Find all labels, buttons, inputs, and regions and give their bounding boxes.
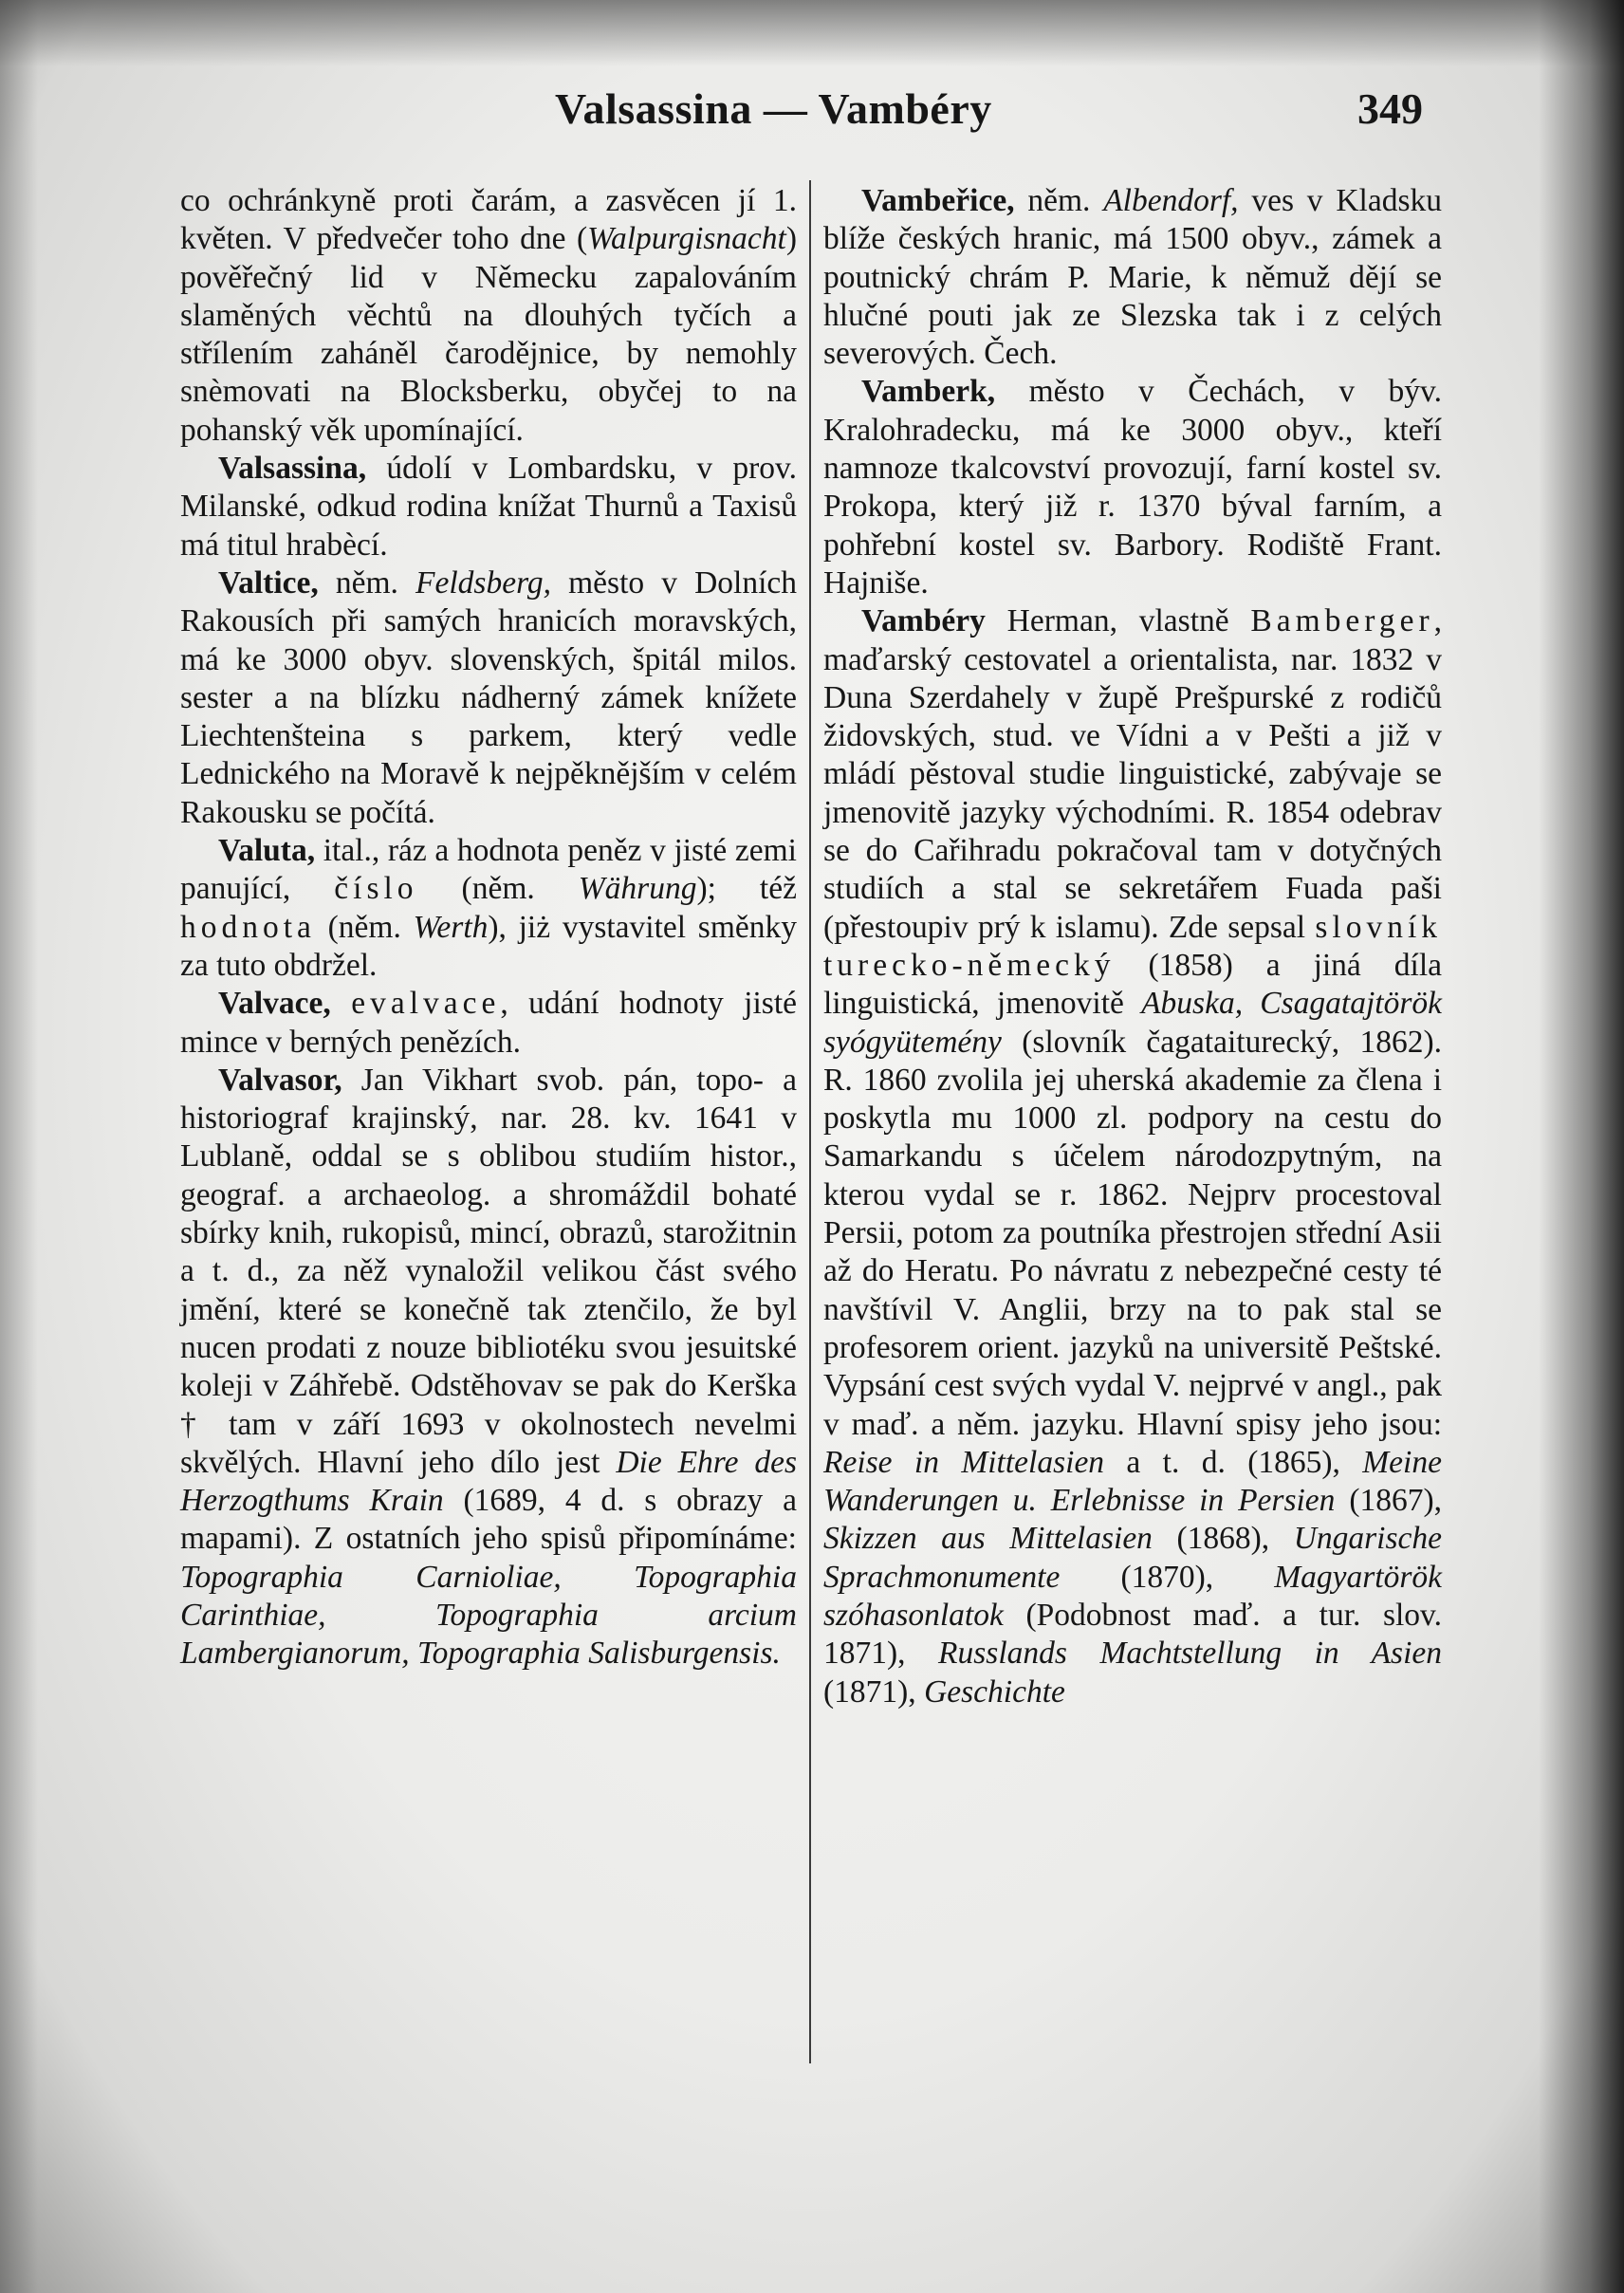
entry-text: (Podobnost maď. a tur. slov. 1871),	[823, 1597, 1442, 1672]
entry-text: město v Čechách, v býv. Kralohradecku, má ke 3000 obyv., kteří namnoze tkalcovství provozují, farní kostel sv. Prokopa, který již r. 1370 býval farním, a pohřební kostel sv. Barbory. Rodiště Frant. Hajniše.	[823, 374, 1442, 601]
entry-text: (1858) a jiná díla linguistická, jmenovitě	[823, 947, 1442, 1022]
entry-text	[331, 986, 351, 1021]
entry-spaced: Bamberger	[1250, 603, 1434, 639]
entry-text: (1871),	[823, 1674, 925, 1710]
entry-italic: Währung	[578, 871, 697, 907]
entry-valtice	[180, 564, 797, 832]
entry-text: ); též	[696, 871, 797, 907]
entry-valsassina	[180, 450, 797, 564]
entry-italic: Skizzen aus Mittelasien	[823, 1521, 1153, 1557]
entry-headword: Valsassina,	[218, 451, 367, 487]
entry-spaced: číslo	[334, 871, 418, 907]
entry-italic: Ungarische Sprachmonumente	[823, 1521, 1442, 1595]
scan-shadow-left	[0, 0, 38, 2293]
entry-text: (1867),	[1335, 1483, 1443, 1519]
running-header	[180, 83, 1442, 150]
entry-italic: Abuska, Csagatajtörök syógyütemény	[823, 986, 1443, 1060]
entry-vamberk	[823, 373, 1442, 602]
entry-spaced: evalvace	[351, 986, 501, 1022]
entry-italic: Die Ehre des Herzogthums Krain	[180, 1444, 797, 1519]
page-number: 349	[1357, 84, 1423, 133]
entry-vamberice	[823, 182, 1442, 373]
entry-italic: Geschichte	[924, 1674, 1065, 1710]
entry-italic: Topographia Carnioliae, Topographia Carinthiae, Topographia arcium Lambergianorum, Topographia Salisburgensis.	[180, 1559, 797, 1672]
entry-text: , maďarský cestovatel a orientalista, nar. 1832 v Duna Szerdahely v župě Prešpurské z rodičů židovských, stud. ve Vídni a v Pešti a již v mládí pěstoval studie linguistické, zabývaje se jmenovitě jazyky východními. R. 1854 odebrav se do Cařihradu pokračoval tam v dotyčných studiích a stal se sekretářem Fuada paši (přestoupiv prý k islamu). Zde sepsal	[823, 603, 1442, 945]
entry-text: údolí v Lombardsku, v prov. Milanské, odkud rodina knížat Thurnů a Taxisů má titul hrabècí.	[180, 451, 797, 563]
entry-text: a t. d. (1865),	[1104, 1444, 1363, 1480]
entry-italic: Feldsberg,	[415, 564, 551, 601]
entry-continuation	[180, 182, 797, 450]
entry-italic: Werth	[413, 909, 489, 945]
running-title: Valsassina — Vambéry	[555, 84, 992, 133]
entry-text: (1689, 4 d. s obrazy a mapami). Z ostatních jeho spisů připomínáme:	[180, 1483, 797, 1557]
scan-shadow-right	[1539, 0, 1624, 2293]
entry-italic: Meine Wanderungen u. Erlebnisse in Persien	[823, 1444, 1442, 1519]
entry-text: město v Dolních Rakousích při samých hranicích moravských, má ke 3000 obyv. slovenských, špitál milos. sester a na blízku nádherný zámek knížete Liechtenšteina s parkem, který vedle Lednického na Moravě k nejpěknějším v celém Rakousku se počítá.	[180, 564, 797, 830]
entry-text: něm.	[318, 564, 416, 601]
entry-text: (1868),	[1152, 1521, 1294, 1557]
entry-text: , udání hodnoty jisté mince v berných penězích.	[180, 986, 798, 1060]
entry-vambery	[823, 602, 1442, 1711]
entry-italic: Russlands Machtstellung in Asien	[938, 1636, 1443, 1672]
entry-spaced: slovník turecko-německý	[823, 909, 1442, 983]
entry-text: (1870),	[1060, 1559, 1275, 1595]
entry-italic: Albendorf,	[1103, 183, 1239, 218]
entry-valuta	[180, 832, 797, 985]
entry-text: ) pověřečný lid v Německu zapalováním slaměných věchtů na dlouhých tyčích a střílením zaháněl čarodějnice, by nemohly snèmovati na Blocksberku, obyčej to na pohanský věk upomínající.	[180, 221, 797, 448]
entry-text: Herman, vlastně	[985, 603, 1251, 639]
entry-headword: Valvasor,	[218, 1062, 342, 1098]
entry-text: ), jiż vystavitel směnky za tuto obdržel.	[180, 909, 797, 983]
entry-italic: Reise in Mittelasien	[823, 1444, 1105, 1480]
entry-headword: Valvace,	[218, 986, 331, 1022]
left-column	[180, 182, 797, 1674]
entry-headword: Vamberk,	[861, 374, 996, 410]
entry-text: (něm.	[417, 871, 579, 907]
entry-headword: Valuta,	[218, 833, 316, 869]
entry-valvace	[180, 985, 797, 1062]
entry-headword: Vambeřice,	[861, 183, 1015, 218]
entry-spaced: hodnota	[180, 909, 316, 945]
entry-italic: Magyartörök szóhasonlatok	[823, 1559, 1442, 1633]
entry-text: co ochránkyně proti čarám, a zasvěcen jí 1. květen. V předvečer toho dne (	[180, 183, 797, 257]
entry-text: (něm.	[315, 909, 414, 945]
entry-valvasor	[180, 1062, 797, 1674]
entry-text: něm.	[1014, 183, 1104, 218]
entry-text: (slovník čagataiturecký, 1862). R. 1860 zvolila jej uherská akademie za člena i poskytla mu 1000 zl. podpory na cestu do Samarkandu s účelem národozpytným, na kterou vydal se r. 1862. Nejprv procestoval Persii, potom za poutníka přestrojen střední Asii až do Heratu. Po návratu z nebezpečné cesty té navštívil V. Anglii, brzy na to pak stal se profesorem orient. jazyků na universitě Peštské. Vypsání cest svých vydal V. nejprvé v angl., pak v maď. a něm. jazyku. Hlavní spisy jeho jsou:	[823, 1024, 1442, 1442]
entry-italic: Walpurgisnacht	[587, 221, 786, 257]
column-divider	[809, 180, 811, 2063]
entry-headword: Vambéry	[861, 603, 986, 639]
entry-text: Jan Vikhart svob. pán, topo- a historiograf krajinský, nar. 28. kv. 1641 v Lublaně, oddal se s oblibou studiím histor., geograf. a archaeolog. a shromáždil bohaté sbírky knih, rukopisů, mincí, obrazů, starožitnin a t. d., za něž vynaložil velikou část svého jmění, které se konečně tak ztenčilo, že byl nucen prodati z nouze bibliotéku svou jesuitské koleji v Záhřebě. Odstěhovav se pak do Kerška † tam v září 1693 v okolnostech nevelmi skvělých. Hlavní jeho dílo jest	[180, 1062, 797, 1480]
right-column	[823, 182, 1442, 1711]
entry-headword: Valtice,	[218, 564, 319, 601]
entry-text: ital., ráz a hodnota peněz v jisté zemi panující,	[180, 833, 797, 907]
scan-shadow-top	[0, 0, 1624, 66]
entry-text: ves v Kladsku blíže českých hranic, má 1500 obyv., zámek a poutnický chrám P. Marie, k němuž dějí se hlučné pouti jak ze Slezska tak i z celých severových. Čech.	[823, 183, 1442, 372]
